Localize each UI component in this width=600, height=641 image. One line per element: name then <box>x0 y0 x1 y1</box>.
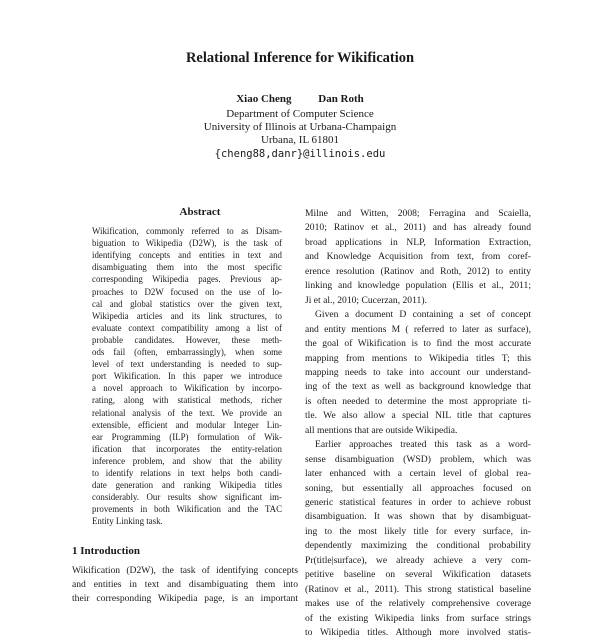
affiliation-university: University of Illinois at Urbana-Champaign <box>203 121 397 133</box>
text-line: mapping needs to take into account our understand- <box>305 366 531 378</box>
text-line: biguation to Wikipedia (D2W), is the task of <box>92 238 282 249</box>
text-line: mapping from mentions to Wikipedia titles T; this <box>305 352 531 364</box>
text-line: corresponding Wikipedia pages. Previous ap- <box>92 274 282 285</box>
text-line: generic statistical features in order to achieve robust <box>305 497 531 508</box>
text-line: Wikipedia articles and its link structures, to <box>92 310 282 321</box>
text-line: the goal of Wikification is to find the most accurate <box>305 338 531 350</box>
text-line: considerably. Our results show significant im- <box>92 492 282 503</box>
text-line: Given a document D containing a set of concept <box>315 309 531 321</box>
text-line: level of text understanding is needed to sup- <box>92 359 282 370</box>
affiliation-city: Urbana, IL 61801 <box>260 134 340 146</box>
text-line: rating, along with statistical methods, richer <box>92 395 282 406</box>
text-line: to Wikipedia titles. Although more involved statis- <box>305 627 531 639</box>
text-line: Ji et al., 2010; Cucerzan, 2011). <box>305 294 427 306</box>
text-line: tle. We also allow a special NIL title that captures <box>305 410 531 422</box>
text-line: 2010; Ratinov et al., 2011) and has already found <box>305 222 531 234</box>
text-line: and Knowledge Acquisition from text, from coref- <box>305 251 531 263</box>
section-heading-introduction: 1 Introduction <box>72 545 140 557</box>
text-line: (Ratinov et al., 2011). This strong statistical baseline <box>305 583 531 595</box>
text-line: cal and global statistics over the given text, <box>92 298 282 309</box>
text-line: all mentions that are outside Wikipedia. <box>305 424 458 436</box>
author-list <box>0 93 600 105</box>
paper-title: Relational Inference for Wikification <box>185 50 415 66</box>
text-line: ear Programming (ILP) formulation of Wik- <box>92 431 282 442</box>
text-line: of the existing Wikipedia links from surface strings <box>305 612 531 624</box>
author-email: {cheng88,danr}@illinois.edu <box>214 148 386 160</box>
text-line: sense disambiguation (WSD) problem, which was <box>305 453 531 465</box>
text-line: inference problem, and show that the ability <box>92 455 282 466</box>
text-line: provements in both Wikification and the TAC <box>92 504 282 515</box>
text-line: Earlier approaches treated this task as a word- <box>315 439 531 451</box>
abstract-heading: Abstract <box>179 206 221 218</box>
text-line: Pr(title|surface), we already achieve a very com- <box>305 554 531 566</box>
text-line: erence resolution (Ratinov and Roth, 2012) to entity <box>305 265 531 277</box>
text-line: ing of the text as well as background knowledge that <box>305 381 531 393</box>
text-line: ing to the most likely title for every surface, in- <box>305 525 531 537</box>
text-line: and entities in text and disambiguating them into <box>72 579 298 590</box>
text-line: port Wikification. In this paper we introduce <box>92 371 282 382</box>
text-line: Milne and Witten, 2008; Ferragina and Scaiella, <box>305 208 531 219</box>
text-line: and entity mentions M ( referred to later as surface), <box>305 323 531 335</box>
affiliation-department: Department of Computer Science <box>226 108 374 120</box>
text-line: soning, but essentially all approaches focused on <box>305 482 531 494</box>
text-line: disambiguation. It was shown that by disambiguat- <box>305 511 531 523</box>
text-line: petitive baseline on several Wikification datasets <box>305 569 531 581</box>
author-name: Xiao Cheng <box>236 93 292 105</box>
text-line: linking and knowledge population (Ellis et al., 2011; <box>305 280 531 292</box>
text-line: extensible, efficient and modular Integer Lin- <box>92 419 282 430</box>
text-line: relational analysis of the text. We provide an <box>92 407 282 418</box>
text-line: later enhanced with a certain level of global rea- <box>305 468 531 480</box>
text-line: proaches to D2W focused on the use of lo- <box>92 286 282 297</box>
text-line: dependently maximizing the conditional probability <box>305 540 531 552</box>
author-name: Dan Roth <box>318 93 364 105</box>
text-line: Wikification, commonly referred to as Disam- <box>92 226 282 236</box>
text-line: Wikification (D2W), the task of identifying concepts <box>72 565 298 576</box>
text-line: their corresponding Wikipedia page, is an important <box>72 593 298 604</box>
text-line: date generation and ranking Wikipedia titles <box>92 480 282 491</box>
text-line: evaluate context compatibility among a list of <box>92 322 282 333</box>
text-line: disambiguating them into the most specific <box>92 262 282 273</box>
text-line: identifying concepts and entities in text and <box>92 250 282 261</box>
text-line: broad applications in NLP, Information Extraction, <box>305 236 531 248</box>
text-line: ification that incorporates the entity-relation <box>92 443 282 454</box>
text-line: makes use of the relatively comprehensive coverage <box>305 598 531 610</box>
text-line: is often needed to determine the most appropriate ti- <box>305 395 531 407</box>
text-line: a novel approach to Wikification by incorpo- <box>92 383 282 394</box>
text-line: ods fail (often, embarrassingly), when some <box>92 347 282 357</box>
text-line: to identify relations in text helps both candi- <box>92 468 282 478</box>
text-line: probable candidates. However, these meth- <box>92 334 282 345</box>
text-line: Entity Linking task. <box>92 516 163 527</box>
